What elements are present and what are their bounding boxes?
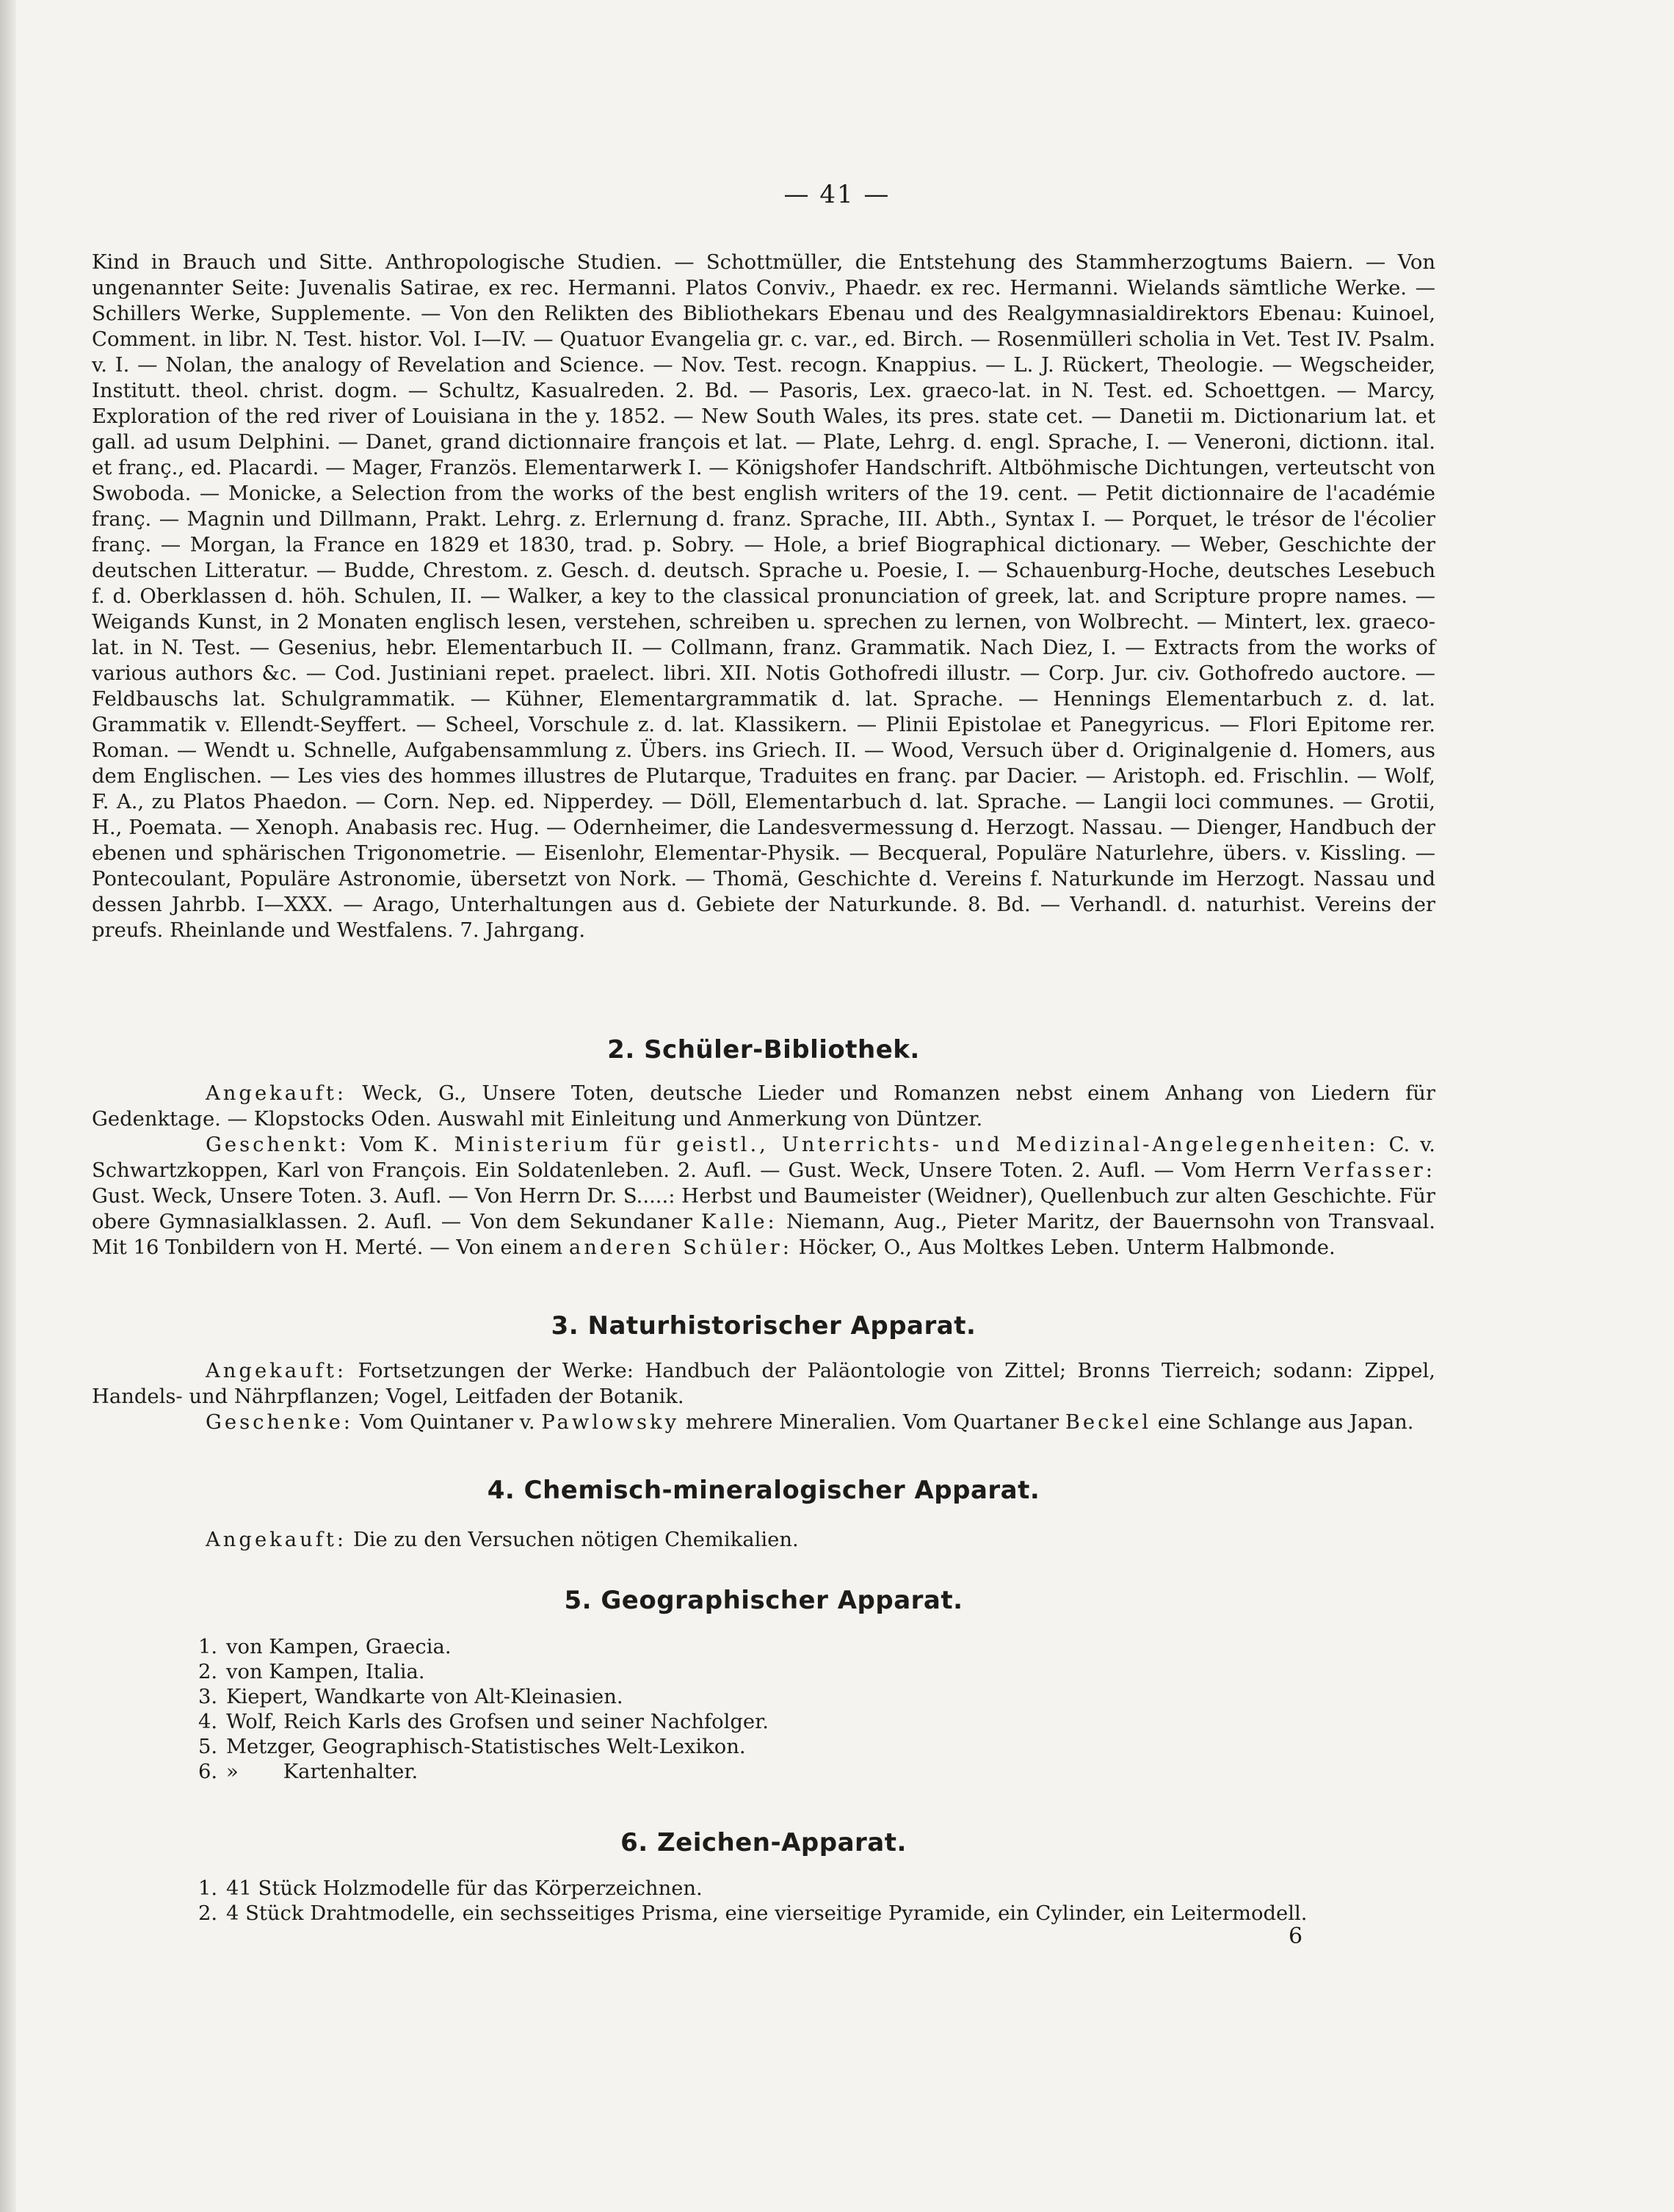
- purchased-text: Weck, G., Unsere Toten, deutsche Lieder und Romanzen nebst einem Anhang von Liedern für Gedenktage. — Klopstocks Oden. Auswahl mit Einleitung und Anmerkung von Düntzer.: [92, 1082, 1435, 1131]
- natur-purchased-text-a: Fortsetzungen der Werke: Handbuch der Paläontologie von Zittel; Bronns Tierreich;: [358, 1360, 1262, 1382]
- schueler-donated-paragraph: [92, 1132, 1435, 1261]
- item-number: 2.: [198, 1661, 218, 1683]
- section-heading-geographischer-apparat: 5. Geographischer Apparat.: [564, 1586, 963, 1615]
- item-text: Metzger, Geographisch-Statistisches Welt-Lexikon.: [226, 1736, 746, 1758]
- page-number: — 41 —: [783, 180, 891, 209]
- drawing-items-list: [198, 1876, 1307, 1926]
- geographic-items-list: [198, 1635, 769, 1785]
- library-continuation-text: Kind in Brauch und Sitte. Anthropologische Studien. — Schottmüller, die Entstehung des Stammherzogtums Baiern. — Von ungenannter Seite: Juvenalis Satirae, ex rec. Hermanni. Platos Conviv., Phaedr. ex rec. Hermanni. Wielands sämtliche Werke. — Schillers Werke, Supplemente. — Von den Relikten des Bibliothekars Ebenau und des Realgymnasialdirektors Ebenau: Kuinoel, Comment. in libr. N. Test. histor. Vol. I—IV. — Quatuor Evangelia gr. c. var., ed. Birch. — Rosenmülleri scholia in Vet. Test IV. Psalm. v. I. — Nolan, the analogy of Revelation and Science. — Nov. Test. recogn. Knappius. — L. J. Rückert, Theologie. — Wegscheider, Institutt. theol. christ. dogm. — Schultz, Kasualreden. 2. Bd. — Pasoris, Lex. graeco-lat. in N. Test. ed. Schoettgen. — Marcy, Exploration of the red river of Louisiana in the y. 1852. — New South Wales, its pres. state cet. — Danetii m. Dictionarium lat. et gall. ad usum Delphini. — Danet, grand dictionnaire françois et lat. — Plate, Lehrg. d. engl. Sprache, I. — Veneroni, dictionn. ital. et franç., ed. Placardi. — Mager, Französ. Elementarwerk I. — Königshofer Handschrift. Altböhmische Dichtungen, verteutscht von Swoboda. — Monicke, a Selection from the works of the best english writers of the 19. cent. — Petit dictionnaire de l'académie franç. — Magnin und Dillmann, Prakt. Lehrg. z. Erlernung d. franz. Sprache, III. Abth., Syntax I. — Porquet, le trésor de l'écolier franç. — Morgan, la France en 1829 et 1830, trad. p. Sobry. — Hole, a brief Biographical dictionary. — Weber, Geschichte der deutschen Litteratur. — Budde, Chrestom. z. Gesch. d. deutsch. Sprache u. Poesie, I. — Schauenburg-Hoche, deutsches Lesebuch f. d. Oberklassen d. höh. Schulen, II. — Walker, a key to the classical pronunciation of greek, lat. and Scripture propre names. — Weigands Kunst, in 2 Monaten englisch lesen, verstehen, schreiben u. sprechen zu lernen, von Wolbrecht. — Mintert, lex. graeco-lat. in N. Test. — Gesenius, hebr. Elementarbuch II. — Collmann, franz. Grammatik. Nach Diez, I. — Extracts from the works of various authors &c. — Cod. Justiniani repet. praelect. libri. XII. Notis Gothofredi illustr. — Corp. Jur. civ. Gothofredo auctore. — Feldbauschs lat. Schulgrammatik. — Kühner, Elementargrammatik d. lat. Sprache. — Hennings Elementarbuch z. d. lat. Grammatik v. Ellendt-Seyffert. — Scheel, Vorschule z. d. lat. Klassikern. — Plinii Epistolae et Panegyricus. — Flori Epitome rer. Roman. — Wendt u. Schnelle, Aufgabensammlung z. Übers. ins Griech. II. — Wood, Versuch über d. Originalgenie d. Homers, aus dem Englischen. — Les vies des hommes illustres de Plutarque, Traduites en franç. par Dacier. — Aristoph. ed. Frischlin. — Wolf, F. A., zu Platos Phaedon. — Corn. Nep. ed. Nipperdey. — Döll, Elementarbuch d. lat. Sprache. — Langii loci communes. — Grotii, H., Poemata. — Xenoph. Anabasis rec. Hug. — Odernheimer, die Landesvermessung d. Herzogt. Nassau. — Dienger, Handbuch der ebenen und sphärischen Trigonometrie. — Eisenlohr, Elementar-Physik. — Becqueral, Populäre Naturlehre, übers. v. Kissling. — Pontecoulant, Populäre Astronomie, übersetzt von Nork. — Thomä, Geschichte d. Vereins f. Naturkunde im Herzogt. Nassau und dessen Jahrbb. I—XXX. — Arago, Unterhaltungen aus d. Gebiete der Naturkunde. 8. Bd. — Verhandl. d. naturhist. Vereins der preufs. Rheinlande und Westfalens. 7. Jahrgang.: [92, 251, 1435, 942]
- item-number: 2.: [198, 1902, 218, 1925]
- item-number: 1.: [198, 1636, 218, 1658]
- donated-text-b: C. v. Schwartzkoppen, Karl von François. Ein Soldatenleben. 2. Aufl. — Gust. Weck, Unsere Toten. 2. Aufl. — Vom Herrn: [92, 1134, 1435, 1182]
- list-item: [198, 1901, 1307, 1926]
- list-item: [198, 1710, 769, 1735]
- natur-purchased-text-b: Zippel, Handels- und Nährpflanzen; Vogel, Leitfaden der Botanik.: [92, 1360, 1435, 1408]
- donor-pawlowsky: Pawlowsky: [541, 1411, 680, 1434]
- natur-sodann: sodann:: [1273, 1360, 1353, 1382]
- item-text: von Kampen, Italia.: [226, 1661, 425, 1683]
- author-label: Verfasser:: [1303, 1159, 1435, 1182]
- item-number: 1.: [198, 1877, 218, 1900]
- donated-text-d: Niemann, Aug., Pieter Maritz, der Bauernsohn von Transvaal. Mit 16 Tonbildern von H. Merté. — Von einem: [92, 1211, 1435, 1259]
- section-heading-naturhistorischer-apparat: 3. Naturhistorischer Apparat.: [551, 1311, 976, 1341]
- ministry-name: K. Ministerium für geistl., Unterrichts- und Medizinal-Angelegenheiten:: [413, 1134, 1379, 1156]
- donor-kalle: Kalle:: [701, 1211, 778, 1233]
- item-text: » Kartenhalter.: [226, 1760, 418, 1783]
- list-item: [198, 1660, 769, 1685]
- item-text: Kiepert, Wandkarte von Alt-Kleinasien.: [226, 1686, 623, 1708]
- item-text: 41 Stück Holzmodelle für das Körperzeichnen.: [226, 1877, 703, 1900]
- list-item: [198, 1735, 769, 1760]
- section-heading-chemisch-mineralogischer-apparat: 4. Chemisch-mineralogischer Apparat.: [487, 1476, 1040, 1505]
- natur-donated-text-c: eine Schlange aus Japan.: [1157, 1411, 1414, 1434]
- section-heading-schueler-bibliothek: 2. Schüler-Bibliothek.: [607, 1035, 920, 1065]
- natur-donated-text-a: Vom Quintaner v.: [359, 1411, 535, 1434]
- donated-text-a: Vom: [359, 1134, 404, 1156]
- donated-label: Geschenkt:: [206, 1134, 349, 1156]
- natur-donated-text-b: mehrere Mineralien. Vom Quartaner: [685, 1411, 1059, 1434]
- chemisch-purchased-label: Angekauft:: [206, 1529, 347, 1551]
- list-item: [198, 1876, 1307, 1901]
- natur-donated-label: Geschenke:: [206, 1411, 354, 1434]
- item-number: 4.: [198, 1711, 218, 1733]
- item-number: 5.: [198, 1736, 218, 1758]
- section-heading-zeichen-apparat: 6. Zeichen-Apparat.: [620, 1828, 907, 1857]
- signature-mark: 6: [1289, 1923, 1303, 1949]
- natur-donated-paragraph: [92, 1410, 1435, 1435]
- purchased-label: Angekauft:: [206, 1082, 347, 1105]
- natur-purchased-paragraph: [92, 1358, 1435, 1410]
- chemisch-purchased-text: Die zu den Versuchen nötigen Chemikalien.: [352, 1529, 799, 1551]
- chemisch-purchased-paragraph: [92, 1527, 1435, 1553]
- page-binding-edge: [0, 0, 16, 2212]
- item-text: von Kampen, Graecia.: [226, 1636, 452, 1658]
- list-item: [198, 1685, 769, 1710]
- donor-other-student: anderen Schüler:: [568, 1236, 792, 1259]
- donated-text-c: Gust. Weck, Unsere Toten. 3. Aufl. — Von Herrn Dr. S.....: Herbst und Baumeister (Weidner), Quellenbuch zur alten Geschichte. Für obere Gymnasialklassen. 2. Aufl. — Von dem Sekundaner: [92, 1185, 1435, 1233]
- natur-purchased-label: Angekauft:: [206, 1360, 347, 1382]
- donated-text-e: Höcker, O., Aus Moltkes Leben. Unterm Halbmonde.: [798, 1236, 1336, 1259]
- item-text: Wolf, Reich Karls des Grofsen und seiner Nachfolger.: [226, 1711, 769, 1733]
- item-number: 6.: [198, 1760, 218, 1783]
- list-item: [198, 1635, 769, 1660]
- donor-beckel: Beckel: [1065, 1411, 1152, 1434]
- item-text: 4 Stück Drahtmodelle, ein sechsseitiges Prisma, eine vierseitige Pyramide, ein Cylinder, ein Leitermodell.: [226, 1902, 1308, 1925]
- item-number: 3.: [198, 1686, 218, 1708]
- list-item: [198, 1760, 769, 1785]
- schueler-purchased-paragraph: [92, 1081, 1435, 1132]
